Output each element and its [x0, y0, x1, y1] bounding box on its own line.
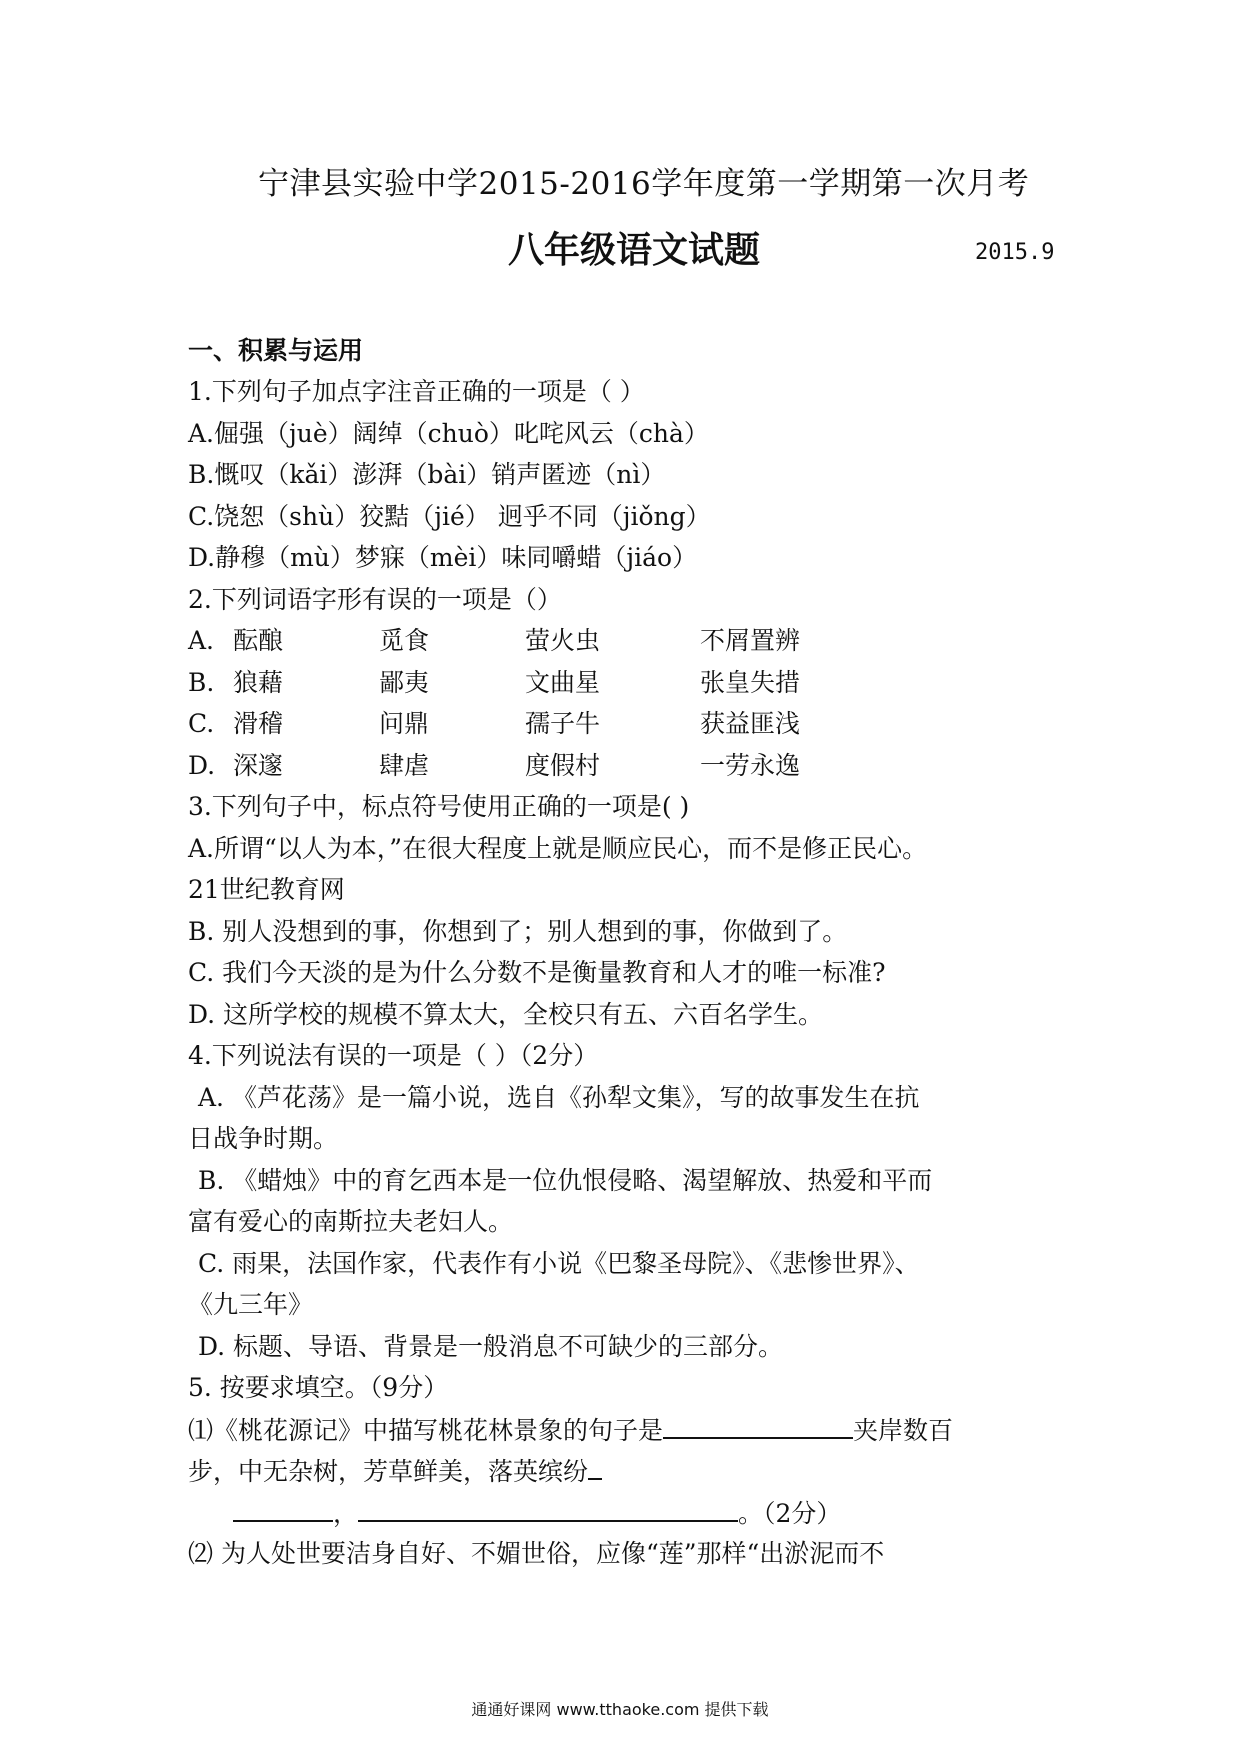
question-5-part-2: ⑵ 为人处世要洁身自好、不媚世俗，应像“莲”那样“出淤泥而不	[188, 1539, 885, 1568]
word: 张皇失措	[700, 667, 801, 697]
word: 孺子牛	[525, 709, 601, 738]
word: 一劳永逸	[700, 750, 801, 780]
question-2-row-d	[188, 745, 1068, 787]
question-3-stem: 3.下列句子中，标点符号使用正确的一项是( )	[188, 792, 690, 821]
part-1-comma: ，	[333, 1498, 359, 1528]
word: 文曲星	[525, 667, 601, 697]
question-4-stem: 4.下列说法有误的一项是（ ）（2分）	[188, 1041, 599, 1070]
word: 觅食	[379, 626, 430, 655]
word: 问鼎	[379, 709, 430, 738]
question-5-stem: 5. 按要求填空。（9分）	[188, 1373, 449, 1402]
question-4-option-c: C. 雨果，法国作家，代表作有小说《巴黎圣母院》、《悲惨世界》、	[198, 1248, 920, 1278]
question-1-option-c: C.饶恕（shù）狡黠（jié） 迥乎不同（jiǒng）	[188, 501, 711, 531]
question-3-option-b: B. 别人没想到的事，你想到了；别人想到的事，你做到了。	[188, 916, 848, 946]
exam-subtitle: 八年级语文试题	[508, 230, 761, 271]
word: 滑稽	[233, 709, 284, 738]
question-2-row-a	[188, 620, 1068, 662]
part-1-text-c: 步，中无杂树，芳草鲜美，落英缤纷	[188, 1457, 589, 1486]
answer-blank-1[interactable]	[663, 1409, 853, 1439]
answer-blank-4[interactable]	[358, 1492, 738, 1522]
question-3-option-d: D. 这所学校的规模不算太大，全校只有五、六百名学生。	[188, 999, 824, 1029]
word: 酝酿	[233, 626, 284, 655]
question-4-option-b: B. 《蜡烛》中的育乞西本是一位仇恨侵略、渴望解放、热爱和平而	[198, 1165, 933, 1195]
exam-date: 2015.9	[975, 240, 1055, 265]
question-4-option-d: D. 标题、导语、背景是一般消息不可缺少的三部分。	[198, 1331, 784, 1361]
question-2-stem: 2.下列词语字形有误的一项是（）	[188, 584, 562, 614]
word: 鄙夷	[379, 667, 430, 697]
footer-source: 通通好课网 www.tthaoke.com 提供下载	[471, 1700, 769, 1719]
question-3-option-a: A.所谓“以人为本，”在很大程度上就是顺应民心，而不是修正民心。	[188, 833, 928, 863]
question-1-option-a: A.倔强（juè）阔绰（chuò）叱咤风云（chà）	[188, 418, 709, 448]
word: 获益匪浅	[700, 709, 801, 738]
question-1-stem: 1.下列句子加点字注音正确的一项是（ ）	[188, 377, 645, 406]
option-label: B.	[188, 667, 215, 697]
word: 肆虐	[379, 750, 430, 780]
question-4-option-a: A. 《芦花荡》是一篇小说，选自《孙犁文集》，写的故事发生在抗	[198, 1082, 920, 1112]
exam-title: 宁津县实验中学2015-2016学年度第一学期第一次月考	[258, 166, 1030, 202]
question-5-part-1-line-3	[188, 1492, 1068, 1534]
question-3-option-c: C. 我们今天淡的是为什么分数不是衡量教育和人才的唯一标准?	[188, 958, 886, 987]
word: 萤火虫	[525, 626, 601, 655]
word: 狼藉	[233, 667, 284, 697]
question-4-option-c-cont: 《九三年》	[188, 1290, 314, 1319]
part-1-end: 。（2分）	[738, 1498, 842, 1528]
option-label: A.	[188, 626, 215, 655]
option-label: D.	[188, 750, 216, 780]
section-heading: 一、积累与运用	[188, 336, 364, 365]
question-4-option-a-cont: 日战争时期。	[188, 1124, 339, 1153]
question-1-option-b: B.慨叹（kǎi）澎湃（bài）销声匿迹（nì）	[188, 460, 666, 489]
watermark-text: 21世纪教育网	[188, 875, 345, 904]
word: 深邃	[233, 750, 284, 780]
part-1-text-b: 夹岸数百	[853, 1415, 954, 1445]
question-5-part-1-line-2	[188, 1450, 1068, 1492]
answer-blank-3[interactable]	[233, 1492, 333, 1522]
answer-blank-2[interactable]	[588, 1450, 602, 1480]
question-5-part-1-line-1	[188, 1409, 1068, 1451]
question-2-row-c	[188, 703, 1068, 745]
option-label: C.	[188, 709, 215, 738]
question-2-row-b	[188, 662, 1068, 704]
word: 度假村	[525, 750, 601, 780]
exam-content	[188, 330, 1068, 1575]
part-1-text-a: ⑴《桃花源记》中描写桃花林景象的句子是	[188, 1415, 664, 1445]
question-4-option-b-cont: 富有爱心的南斯拉夫老妇人。	[188, 1207, 514, 1236]
word: 不屑置辨	[700, 626, 801, 655]
question-1-option-d: D.静穆（mù）梦寐（mèi）味同嚼蜡（jiáo）	[188, 543, 698, 572]
